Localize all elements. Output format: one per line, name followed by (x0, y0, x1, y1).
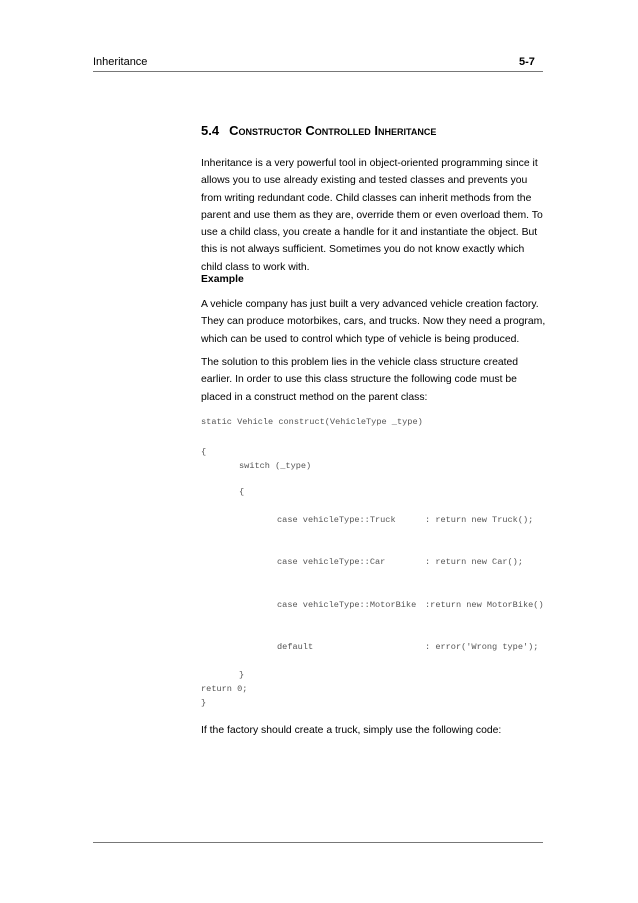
code-case-label: case vehicleType::Truck (277, 515, 396, 525)
section-title: Constructor Controlled Inheritance (229, 123, 437, 138)
code-case-label: case vehicleType::MotorBike (277, 600, 417, 610)
code-case-label: case vehicleType::Car (277, 557, 386, 567)
intro-paragraph: Inheritance is a very powerful tool in object-oriented programming since it allows you to use already existing and tested classes and prevents you from writing redundant code. Child classes can inherit methods from the parent and use them as they are, override them or even overload them. To use a child class, you create a handle for it and instantiate the object. But this is not always sufficient. Sometimes you do not know exactly which child class to work with. (201, 158, 543, 273)
page-header-title: Inheritance (93, 56, 148, 68)
closing-paragraph: If the factory should create a truck, simply use the following code: (201, 725, 502, 736)
section-number: 5.4 (201, 123, 220, 138)
code-case-action: : return new Truck(); (425, 515, 534, 525)
example-paragraph: A vehicle company has just built a very advanced vehicle creation factory. They can produce motorbikes, cars, and trucks. Now they need a program, which can be used to control which type of vehicle is being produced. (201, 299, 546, 345)
code-signature: static Vehicle construct(VehicleType _type) (201, 417, 423, 427)
page-number: 5-7 (519, 56, 535, 68)
code-open-brace: { (201, 447, 207, 457)
code-switch-close-brace: } (239, 670, 245, 680)
code-case-label: default (277, 642, 314, 652)
code-return-line: return 0; (201, 684, 248, 694)
code-case-action: :return new MotorBike() (425, 600, 544, 610)
example-heading: Example (201, 274, 244, 285)
solution-paragraph: The solution to this problem lies in the vehicle class structure created earlier. In order to use this class structure the following code must be placed in a construct method on the parent class: (201, 357, 519, 403)
footer-rule (93, 842, 543, 843)
code-case-action: : return new Car(); (425, 557, 523, 567)
code-switch-open-brace: { (239, 487, 245, 497)
header-rule (93, 71, 543, 72)
code-switch-line: switch (_type) (239, 461, 312, 471)
section-heading (201, 123, 436, 138)
code-close-brace: } (201, 698, 207, 708)
code-case-action: : error('Wrong type'); (425, 642, 539, 652)
